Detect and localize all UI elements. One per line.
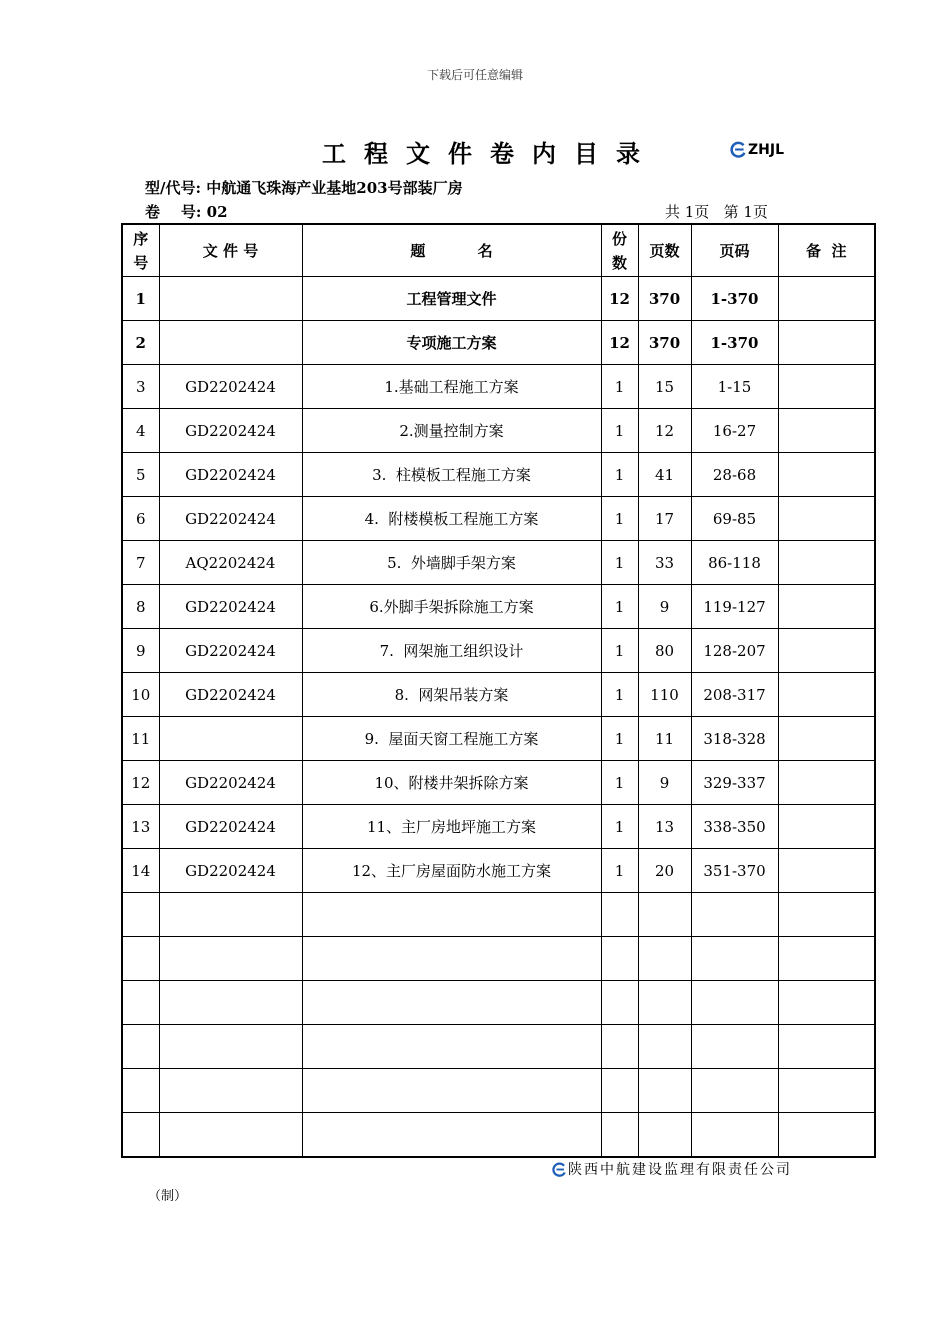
cell-seq: 2: [122, 321, 159, 365]
cell-page-range: [691, 981, 778, 1025]
cell-seq: [122, 1069, 159, 1113]
cell-page-range: [691, 1025, 778, 1069]
type-code-value: 中航通飞珠海产业基地203号部装厂房: [206, 179, 463, 197]
cell-page-count: 15: [638, 365, 691, 409]
cell-page-range: [691, 893, 778, 937]
cell-copies: [601, 1025, 638, 1069]
cell-page-count: [638, 981, 691, 1025]
cell-seq: [122, 1025, 159, 1069]
cell-remarks: [778, 409, 875, 453]
cell-seq: [122, 937, 159, 981]
cell-copies: 12: [601, 277, 638, 321]
header-seq-top: 序: [133, 229, 149, 248]
cell-doc-no: [159, 1069, 302, 1113]
cell-page-range: 351-370: [691, 849, 778, 893]
cell-doc-no: [159, 277, 302, 321]
table-row: [122, 849, 875, 893]
company-logo-icon: [552, 1162, 567, 1177]
table-row: [122, 1113, 875, 1158]
table-row: [122, 893, 875, 937]
cell-remarks: [778, 277, 875, 321]
cell-doc-no: [159, 981, 302, 1025]
cell-page-count: [638, 893, 691, 937]
volume-label: 卷 号:: [145, 203, 202, 221]
table-row: [122, 1069, 875, 1113]
cell-seq: 5: [122, 453, 159, 497]
cell-remarks: [778, 673, 875, 717]
cell-page-count: [638, 1025, 691, 1069]
cell-remarks: [778, 497, 875, 541]
cell-remarks: [778, 893, 875, 937]
cell-page-range: 16-27: [691, 409, 778, 453]
cell-copies: 1: [601, 541, 638, 585]
cell-remarks: [778, 1025, 875, 1069]
cell-subject: 6.外脚手架拆除施工方案: [302, 585, 601, 629]
cell-page-range: 69-85: [691, 497, 778, 541]
cell-doc-no: GD2202424: [159, 805, 302, 849]
cell-subject: [302, 1025, 601, 1069]
cell-subject: [302, 1113, 601, 1158]
cell-seq: [122, 981, 159, 1025]
header-doc-no: 文 件 号: [159, 224, 302, 277]
cell-page-range: 28-68: [691, 453, 778, 497]
cell-page-range: 208-317: [691, 673, 778, 717]
cell-seq: [122, 1113, 159, 1158]
table-row: [122, 409, 875, 453]
cell-doc-no: GD2202424: [159, 849, 302, 893]
cell-subject: 工程管理文件: [302, 277, 601, 321]
cell-subject: 专项施工方案: [302, 321, 601, 365]
cell-subject: 12、主厂房屋面防水施工方案: [302, 849, 601, 893]
cell-doc-no: GD2202424: [159, 585, 302, 629]
company-signature: [552, 1159, 792, 1179]
cell-copies: [601, 1069, 638, 1113]
cell-seq: 12: [122, 761, 159, 805]
cell-page-count: [638, 1113, 691, 1158]
cell-page-count: 12: [638, 409, 691, 453]
table-row: [122, 365, 875, 409]
cell-page-range: 86-118: [691, 541, 778, 585]
cell-doc-no: GD2202424: [159, 761, 302, 805]
cell-copies: [601, 1113, 638, 1158]
cell-copies: 1: [601, 365, 638, 409]
cell-subject: 5. 外墙脚手架方案: [302, 541, 601, 585]
table-row: [122, 761, 875, 805]
table-row: [122, 717, 875, 761]
type-code-label: 型/代号:: [145, 179, 202, 197]
cell-doc-no: GD2202424: [159, 453, 302, 497]
cell-page-count: 20: [638, 849, 691, 893]
table-row: [122, 981, 875, 1025]
cell-doc-no: AQ2202424: [159, 541, 302, 585]
cell-subject: 11、主厂房地坪施工方案: [302, 805, 601, 849]
company-logo-icon: [730, 141, 747, 158]
cell-remarks: [778, 717, 875, 761]
cell-seq: 7: [122, 541, 159, 585]
cell-doc-no: GD2202424: [159, 409, 302, 453]
cell-doc-no: [159, 893, 302, 937]
cell-seq: 1: [122, 277, 159, 321]
table-row: [122, 497, 875, 541]
volume-value: 02: [206, 203, 228, 221]
table-row: [122, 321, 875, 365]
cell-page-range: [691, 1069, 778, 1113]
cell-copies: 1: [601, 409, 638, 453]
cell-remarks: [778, 541, 875, 585]
cell-copies: [601, 981, 638, 1025]
table-header-row: [122, 224, 875, 277]
cell-page-count: 370: [638, 321, 691, 365]
table-row: [122, 277, 875, 321]
cell-page-count: 11: [638, 717, 691, 761]
cell-subject: [302, 893, 601, 937]
cell-remarks: [778, 585, 875, 629]
cell-copies: 1: [601, 453, 638, 497]
logo-text: ZHJL: [748, 141, 784, 158]
footer-note: （制）: [148, 1189, 188, 1204]
cell-doc-no: [159, 1113, 302, 1158]
cell-page-count: 110: [638, 673, 691, 717]
header-copies: [601, 224, 638, 277]
cell-page-range: 1-370: [691, 277, 778, 321]
cell-copies: 1: [601, 629, 638, 673]
table-row: [122, 673, 875, 717]
table-row: [122, 937, 875, 981]
cell-doc-no: GD2202424: [159, 629, 302, 673]
cell-page-range: 329-337: [691, 761, 778, 805]
cell-doc-no: GD2202424: [159, 365, 302, 409]
cell-copies: 1: [601, 673, 638, 717]
cell-page-range: 338-350: [691, 805, 778, 849]
cell-copies: 1: [601, 761, 638, 805]
cell-page-range: 1-15: [691, 365, 778, 409]
cell-subject: 9. 屋面天窗工程施工方案: [302, 717, 601, 761]
cell-remarks: [778, 849, 875, 893]
header-subject: 题 名: [302, 224, 601, 277]
cell-seq: [122, 893, 159, 937]
cell-copies: 1: [601, 805, 638, 849]
company-logo: [730, 141, 784, 158]
cell-doc-no: GD2202424: [159, 673, 302, 717]
cell-seq: 6: [122, 497, 159, 541]
company-name: 陕西中航建设监理有限责任公司: [568, 1162, 792, 1178]
table-row: [122, 629, 875, 673]
cell-copies: 1: [601, 849, 638, 893]
table-row: [122, 541, 875, 585]
cell-seq: 11: [122, 717, 159, 761]
cell-subject: 7. 网架施工组织设计: [302, 629, 601, 673]
download-note: 下载后可任意编辑: [426, 68, 523, 82]
cell-seq: 14: [122, 849, 159, 893]
cell-page-range: 1-370: [691, 321, 778, 365]
cell-subject: 2.测量控制方案: [302, 409, 601, 453]
cell-page-range: 119-127: [691, 585, 778, 629]
cell-subject: [302, 937, 601, 981]
page-count-text: 共 1页 第 1页: [665, 203, 768, 221]
table-row: [122, 805, 875, 849]
cell-page-count: [638, 1069, 691, 1113]
cell-remarks: [778, 629, 875, 673]
table-row: [122, 585, 875, 629]
cell-subject: 4. 附楼模板工程施工方案: [302, 497, 601, 541]
cell-page-range: [691, 937, 778, 981]
cell-seq: 4: [122, 409, 159, 453]
cell-page-count: [638, 937, 691, 981]
cell-remarks: [778, 1069, 875, 1113]
header-copies-bottom: 数: [611, 253, 627, 272]
cell-page-range: 128-207: [691, 629, 778, 673]
cell-remarks: [778, 981, 875, 1025]
cell-copies: 1: [601, 585, 638, 629]
cell-copies: 12: [601, 321, 638, 365]
cell-page-count: 33: [638, 541, 691, 585]
table-row: [122, 453, 875, 497]
cell-seq: 10: [122, 673, 159, 717]
cell-remarks: [778, 937, 875, 981]
cell-doc-no: [159, 937, 302, 981]
cell-page-range: [691, 1113, 778, 1158]
cell-subject: 10、附楼井架拆除方案: [302, 761, 601, 805]
cell-copies: 1: [601, 717, 638, 761]
cell-subject: 1.基础工程施工方案: [302, 365, 601, 409]
header-remarks: 备 注: [778, 224, 875, 277]
cell-page-count: 9: [638, 761, 691, 805]
cell-page-count: 80: [638, 629, 691, 673]
cell-subject: 3. 柱模板工程施工方案: [302, 453, 601, 497]
header-page-count: 页数: [638, 224, 691, 277]
page-title: 工程文件卷内目录: [322, 139, 658, 168]
cell-remarks: [778, 805, 875, 849]
cell-page-count: 41: [638, 453, 691, 497]
header-seq-bottom: 号: [133, 253, 149, 272]
cell-copies: 1: [601, 497, 638, 541]
type-code-line: [145, 177, 463, 198]
table-row: [122, 1025, 875, 1069]
header-page-range: 页码: [691, 224, 778, 277]
cell-copies: [601, 937, 638, 981]
cell-remarks: [778, 761, 875, 805]
cell-remarks: [778, 365, 875, 409]
cell-doc-no: [159, 321, 302, 365]
cell-page-count: 17: [638, 497, 691, 541]
cell-doc-no: [159, 717, 302, 761]
cell-doc-no: GD2202424: [159, 497, 302, 541]
cell-seq: 3: [122, 365, 159, 409]
catalog-table: [121, 223, 876, 1158]
header-copies-top: 份: [611, 229, 627, 248]
cell-subject: [302, 1069, 601, 1113]
cell-subject: 8. 网架吊装方案: [302, 673, 601, 717]
cell-page-range: 318-328: [691, 717, 778, 761]
cell-remarks: [778, 321, 875, 365]
cell-doc-no: [159, 1025, 302, 1069]
cell-seq: 9: [122, 629, 159, 673]
cell-remarks: [778, 1113, 875, 1158]
cell-subject: [302, 981, 601, 1025]
cell-remarks: [778, 453, 875, 497]
cell-copies: [601, 893, 638, 937]
cell-page-count: 13: [638, 805, 691, 849]
header-seq: [122, 224, 159, 277]
cell-seq: 13: [122, 805, 159, 849]
cell-seq: 8: [122, 585, 159, 629]
cell-page-count: 9: [638, 585, 691, 629]
cell-page-count: 370: [638, 277, 691, 321]
volume-line: [145, 201, 228, 222]
